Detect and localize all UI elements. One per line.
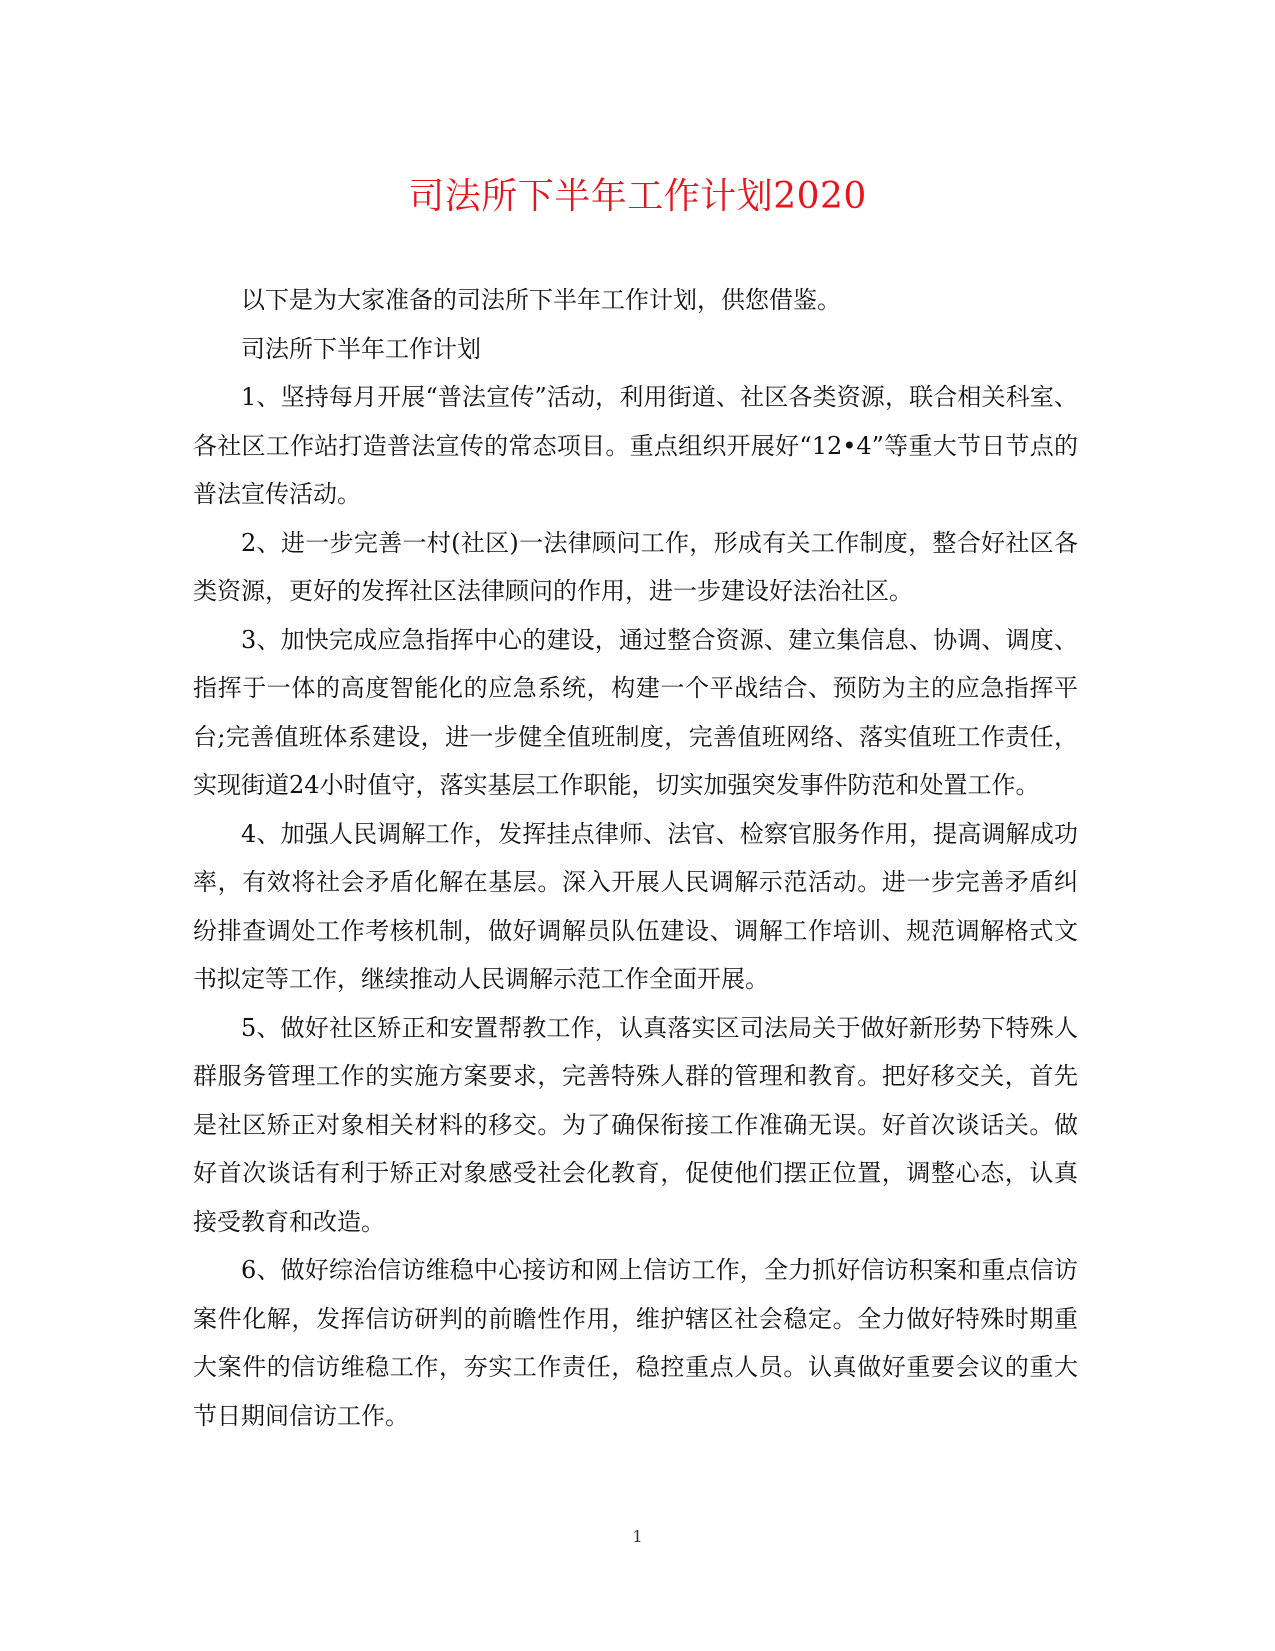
page-number: 1: [632, 1527, 643, 1546]
subtitle-paragraph: 司法所下半年工作计划: [241, 334, 481, 363]
paragraph-6: 6、做好综治信访维稳中心接访和网上信访工作，全力抓好信访积案和重点信访案件化解，发挥信访研判的前瞻性作用，维护辖区社会稳定。全力做好特殊时期重大案件的信访维稳工作，夯实工作责任，稳控重点人员。认真做好重要会议的重大节日期间信访工作。: [193, 1256, 1078, 1430]
intro-paragraph: 以下是为大家准备的司法所下半年工作计划，供您借鉴。: [241, 286, 841, 314]
paragraph-1: 1、坚持每月开展“普法宣传”活动，利用街道、社区各类资源，联合相关科室、各社区工作站打造普法宣传的常态项目。重点组织开展好“12•4”等重大节日节点的普法宣传活动。: [193, 383, 1078, 508]
paragraph-4: 4、加强人民调解工作，发挥挂点律师、法官、检察官服务作用，提高调解成功率，有效将社会矛盾化解在基层。深入开展人民调解示范活动。进一步完善矛盾纠纷排查调处工作考核机制，做好调解员队伍建设、调解工作培训、规范调解格式文书拟定等工作，继续推动人民调解示范工作全面开展。: [193, 819, 1078, 993]
paragraph-3: 3、加快完成应急指挥中心的建设，通过整合资源、建立集信息、协调、调度、指挥于一体的高度智能化的应急系统，构建一个平战结合、预防为主的应急指挥平台;完善值班体系建设，进一步健全值班制度，完善值班网络、落实值班工作责任，实现街道24小时值守，落实基层工作职能，切实加强突发事件防范和处置工作。: [193, 625, 1078, 799]
document-title: 司法所下半年工作计划2020: [408, 176, 867, 217]
document-body: [193, 276, 1078, 1440]
paragraph-2: 2、进一步完善一村(社区)一法律顾问工作，形成有关工作制度，整合好社区各类资源，更好的发挥社区法律顾问的作用，进一步建设好法治社区。: [193, 528, 1078, 605]
paragraph-5: 5、做好社区矫正和安置帮教工作，认真落实区司法局关于做好新形势下特殊人群服务管理工作的实施方案要求，完善特殊人群的管理和教育。把好移交关，首先是社区矫正对象相关材料的移交。为了确保衔接工作准确无误。好首次谈话关。做好首次谈话有利于矫正对象感受社会化教育，促使他们摆正位置，调整心态，认真接受教育和改造。: [193, 1013, 1078, 1236]
